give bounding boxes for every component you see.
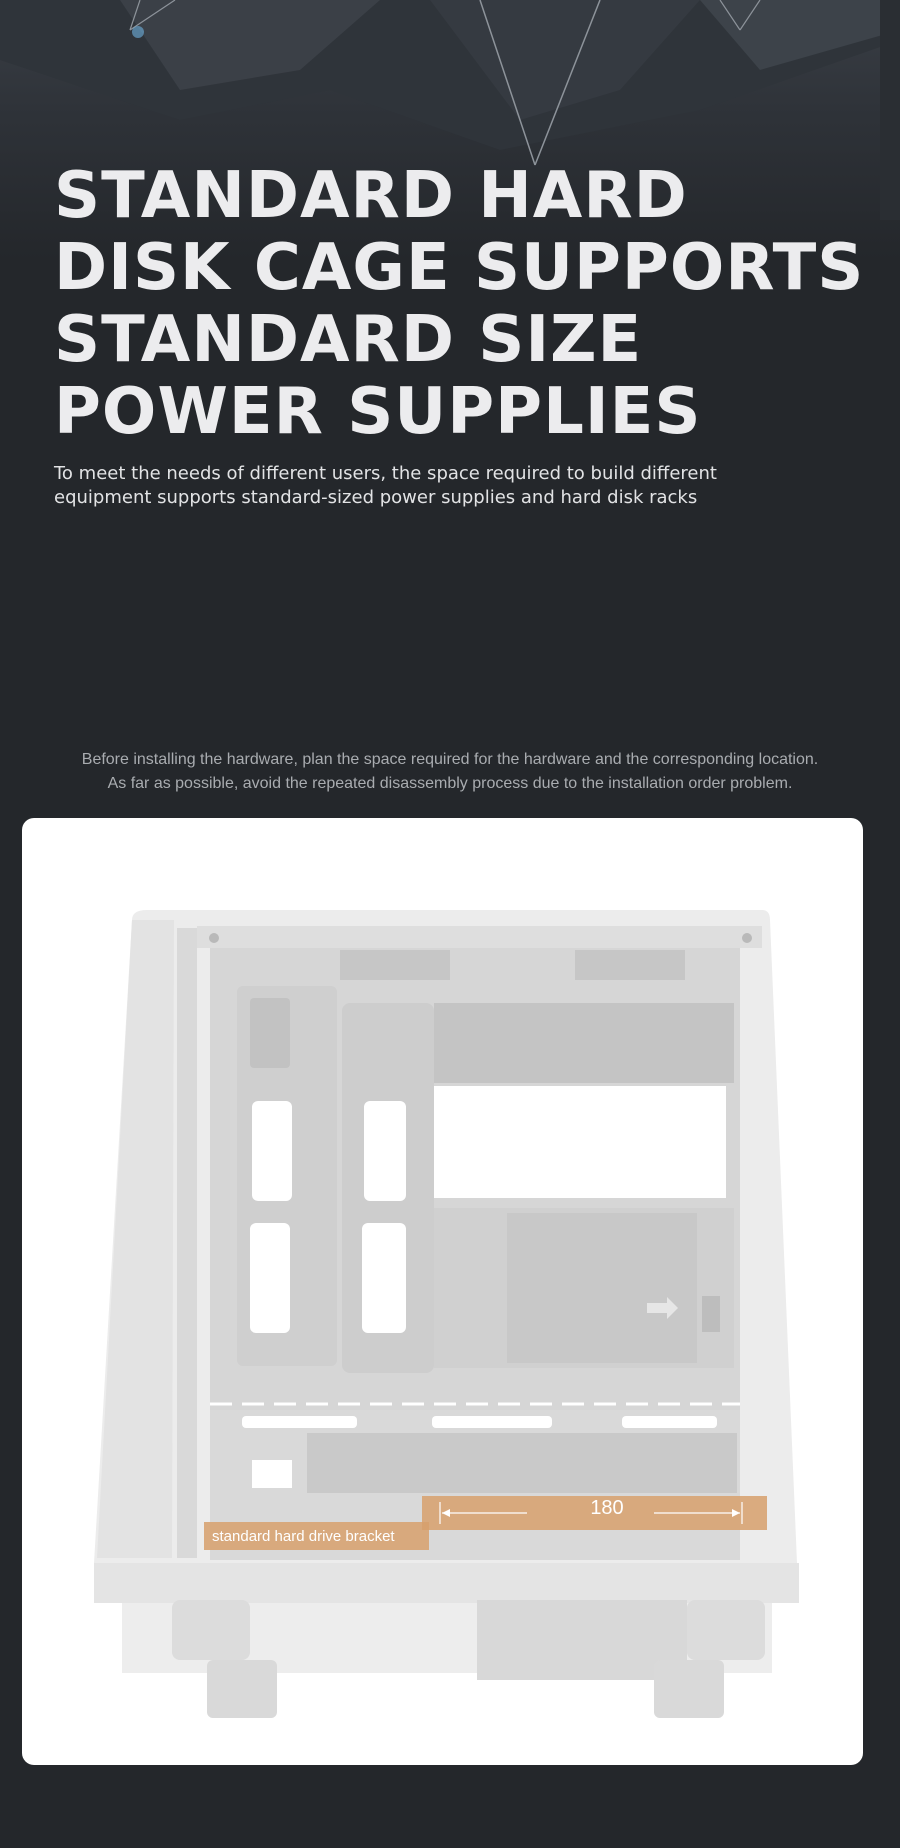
subtitle-line: equipment supports standard-sized power supplies and hard disk racks (54, 487, 698, 508)
subtitle-line: To meet the needs of different users, the space required to build different (54, 463, 717, 484)
headline-line: STANDARD HARD (54, 159, 688, 233)
bracket-label: standard hard drive bracket (212, 1528, 395, 1545)
installation-note (0, 748, 900, 796)
pc-case-illustration (22, 818, 863, 1765)
note-line: Before installing the hardware, plan the space required for the hardware and the corresponding location. (81, 751, 819, 768)
headline-line: DISK CAGE SUPPORTS (54, 231, 865, 305)
page-headline (54, 160, 874, 448)
headline-line: POWER SUPPLIES (54, 375, 702, 449)
hero-subtitle (54, 462, 814, 510)
dimension-value: 180 (590, 1497, 624, 1519)
product-image-card (22, 818, 863, 1765)
headline-line: STANDARD SIZE (54, 303, 643, 377)
note-line: As far as possible, avoid the repeated disassembly process due to the installation order problem. (107, 775, 793, 792)
